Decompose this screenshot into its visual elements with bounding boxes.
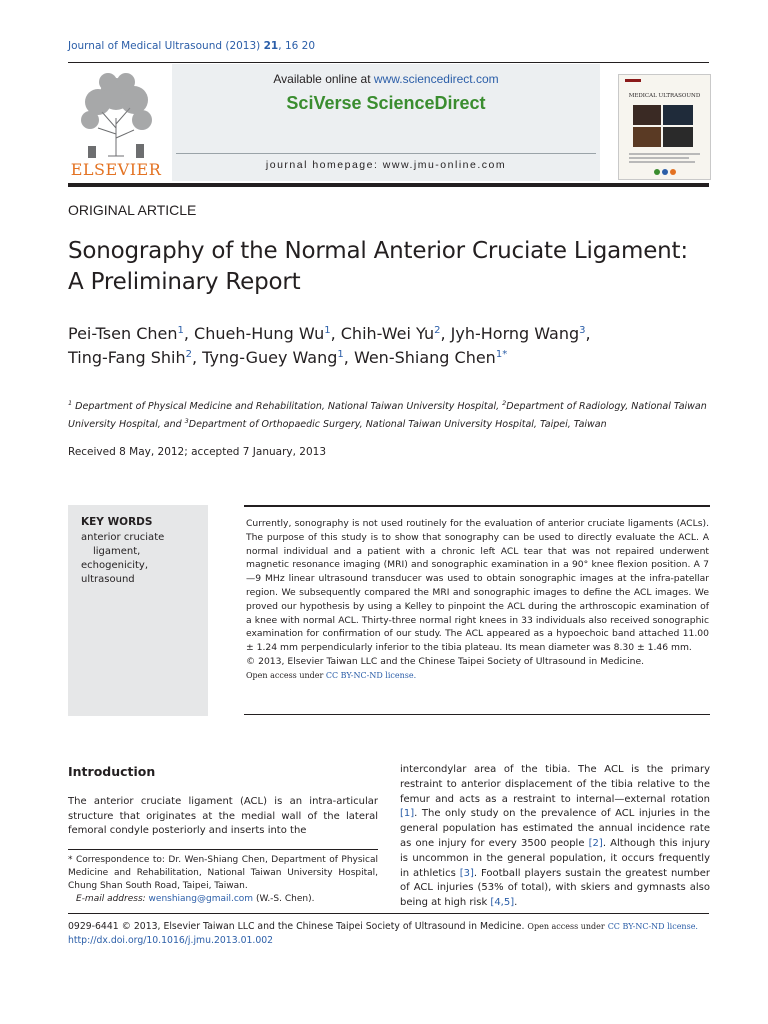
author-name: Tyng-Guey Wang: [202, 348, 338, 367]
affiliation-marker: 2: [502, 399, 507, 407]
journal-reference[interactable]: Journal of Medical Ultrasound (2013) 21, 16 20: [68, 40, 315, 52]
author-separator: ,: [330, 324, 341, 343]
header-bottom-rule: [68, 183, 709, 187]
cover-title: MEDICAL ULTRASOUND: [628, 93, 701, 99]
footer-rule: [68, 913, 709, 914]
article-title: Sonography of the Normal Anterior Cruciate Ligament: A Preliminary Report: [68, 238, 688, 295]
abstract-open-access: [246, 669, 709, 683]
citation-link[interactable]: [4,5]: [490, 897, 515, 909]
tree-icon: [68, 68, 164, 160]
section-heading-introduction: Introduction: [68, 764, 156, 779]
received-dates: Received 8 May, 2012; accepted 7 January, 2013: [68, 446, 327, 458]
email-link[interactable]: wenshiang@gmail.com: [148, 894, 254, 904]
journal-citation: Journal of Medical Ultrasound (2013): [68, 40, 261, 52]
intro-text: . Football players sustain the greatest number of ACL injuries (53% of total), with skiers and gymnasts also being at high risk: [400, 867, 710, 909]
affiliation-2: Department of Radiology, National Taiwan University Hospital, and: [68, 401, 707, 431]
author-separator: ,: [183, 324, 195, 343]
abstract-bottom-rule: [244, 714, 710, 715]
keyword-item: ultrasound: [81, 574, 135, 585]
keyword-item: echogenicity,: [81, 560, 149, 571]
author-affiliation-marker[interactable]: 3: [579, 325, 586, 336]
correspondence-text: * Correspondence to: Dr. Wen-Shiang Chen, Department of Physical Medicine and Rehabilitation, National Taiwan University Hospital, Chung Shan South Road, Taipei, Taiwan.: [68, 855, 378, 891]
affiliation-1: Department of Physical Medicine and Rehabilitation, National Taiwan University Hospital,: [75, 401, 500, 413]
intro-text: .: [514, 897, 518, 909]
introduction-right-column: [400, 763, 710, 911]
available-online: [172, 72, 600, 86]
intro-text: intercondylar area of the tibia. The ACL is the primary restraint to anterior displacement of the tibia relative to the femur and acts as a restraint to internal—external rotation: [400, 764, 710, 805]
author-separator: ,: [440, 324, 451, 343]
footer-license-link[interactable]: CC BY-NC-ND license.: [607, 922, 698, 931]
header-top-rule: [68, 62, 709, 63]
footer-open-access-label: Open access under: [527, 922, 605, 931]
intro-text: . Although this injury is uncommon in the general population, it occurs frequently in athletics: [400, 837, 711, 879]
author-affiliation-marker[interactable]: 1: [177, 325, 184, 336]
abstract-top-rule: [244, 505, 710, 507]
author-name: Chih-Wei Yu: [340, 324, 435, 343]
author-separator: ,: [343, 348, 354, 367]
author-name: Wen-Shiang Chen: [353, 348, 496, 367]
abstract-copyright: © 2013, Elsevier Taiwan LLC and the Chinese Taipei Society of Ultrasound in Medicine.: [246, 655, 645, 667]
correspondence-footnote: [68, 854, 378, 906]
affiliation-marker: 3: [184, 417, 189, 426]
journal-pages: 16 20: [284, 40, 315, 52]
email-line: [68, 893, 378, 906]
journal-cover-thumbnail[interactable]: [618, 74, 711, 180]
sciencedirect-link[interactable]: www.sciencedirect.com: [373, 72, 499, 86]
doi-link[interactable]: http://dx.doi.org/10.1016/j.jmu.2013.01.002: [68, 935, 274, 946]
author-list: [68, 322, 708, 370]
journal-cover-image: [619, 75, 710, 179]
affiliation-3: Department of Orthopaedic Surgery, National Taiwan University Hospital, Taipei, Taiwan: [188, 419, 607, 431]
author-affiliation-marker[interactable]: 1: [324, 325, 331, 336]
journal-homepage[interactable]: journal homepage: www.jmu-online.com: [265, 159, 507, 171]
affiliations: [68, 396, 712, 432]
author-separator: ,: [585, 324, 591, 343]
keyword-item: anterior cruciate ligament,: [81, 532, 165, 557]
citation-link[interactable]: [3]: [459, 867, 474, 879]
abstract-body: Currently, sonography is not used routinely for the evaluation of anterior cruciate ligaments (ACLs). The purpose of this study is to show that sonography can be used to directly evaluate the ACL. A normal individual and a patient with a chronic left ACL tear that was not repaired underwent magnetic resonance imaging (MRI) and sonographic examination in a 90° knee flexion position. A 7—9 MHz linear ultrasound transducer was used to obtain sonographic images at the infra-patellar region. We subsequently compared the MRI and sonographic images to define the ACL images. We proved our hypothesis by using a Kelley to pinpoint the ACL during the arthroscopic examination of a knee with normal ACL. Thirty-three normal right knees in 33 individuals also received sonographic examination for confirmation of our study. The ACL appeared as a hypoechoic band attached 11.00 ± 1.24 mm perpendicularly inferior to the tibia plateau. Its mean diameter was 8.30 ± 1.46 mm.: [246, 518, 709, 654]
issn-copyright: [68, 921, 728, 932]
author-separator: ,: [191, 348, 203, 367]
author-affiliation-marker[interactable]: 2: [434, 325, 441, 336]
sciverse-sciencedirect-logo: SciVerse ScienceDirect: [286, 93, 486, 113]
issn-text: 0929-6441 © 2013, Elsevier Taiwan LLC and the Chinese Taipei Society of Ultrasound in Medicine.: [68, 921, 525, 932]
citation-link[interactable]: [1]: [400, 808, 415, 820]
journal-volume: 21: [263, 40, 279, 52]
affiliation-marker: 1: [68, 399, 73, 407]
corresponding-author-marker[interactable]: 1*: [495, 349, 508, 360]
keywords-list: [81, 531, 205, 587]
footnote-rule: [68, 849, 378, 850]
author-affiliation-marker[interactable]: 2: [185, 349, 192, 360]
author-name: Ting-Fang Shih: [68, 348, 186, 367]
introduction-left-column: The anterior cruciate ligament (ACL) is an intra-articular structure that originates at the medial wall of the lateral femoral condyle posteriorly and inserts into the: [68, 796, 378, 836]
license-link[interactable]: CC BY-NC-ND license.: [325, 670, 417, 680]
abstract: [246, 517, 709, 683]
author-affiliation-marker[interactable]: 1: [337, 349, 344, 360]
citation-link[interactable]: [2]: [588, 837, 603, 849]
intro-text: . The only study on the prevalence of ACL injuries in the general population has estimated the annual incidence rate as one injury for every 3500 people: [400, 808, 710, 849]
author-name: Jyh-Horng Wang: [450, 324, 580, 343]
keywords-title: KEY WORDS: [81, 516, 153, 528]
available-online-label: Available online at: [273, 72, 371, 86]
article-type: ORIGINAL ARTICLE: [68, 202, 197, 218]
author-name: Chueh-Hung Wu: [194, 324, 325, 343]
email-label: E-mail address:: [76, 894, 146, 904]
email-suffix: (W.-S. Chen).: [255, 894, 315, 904]
elsevier-wordmark: ELSEVIER: [70, 160, 162, 179]
open-access-label: Open access under: [246, 670, 324, 680]
homepage-rule: [176, 153, 596, 154]
author-name: Pei-Tsen Chen: [68, 324, 178, 343]
